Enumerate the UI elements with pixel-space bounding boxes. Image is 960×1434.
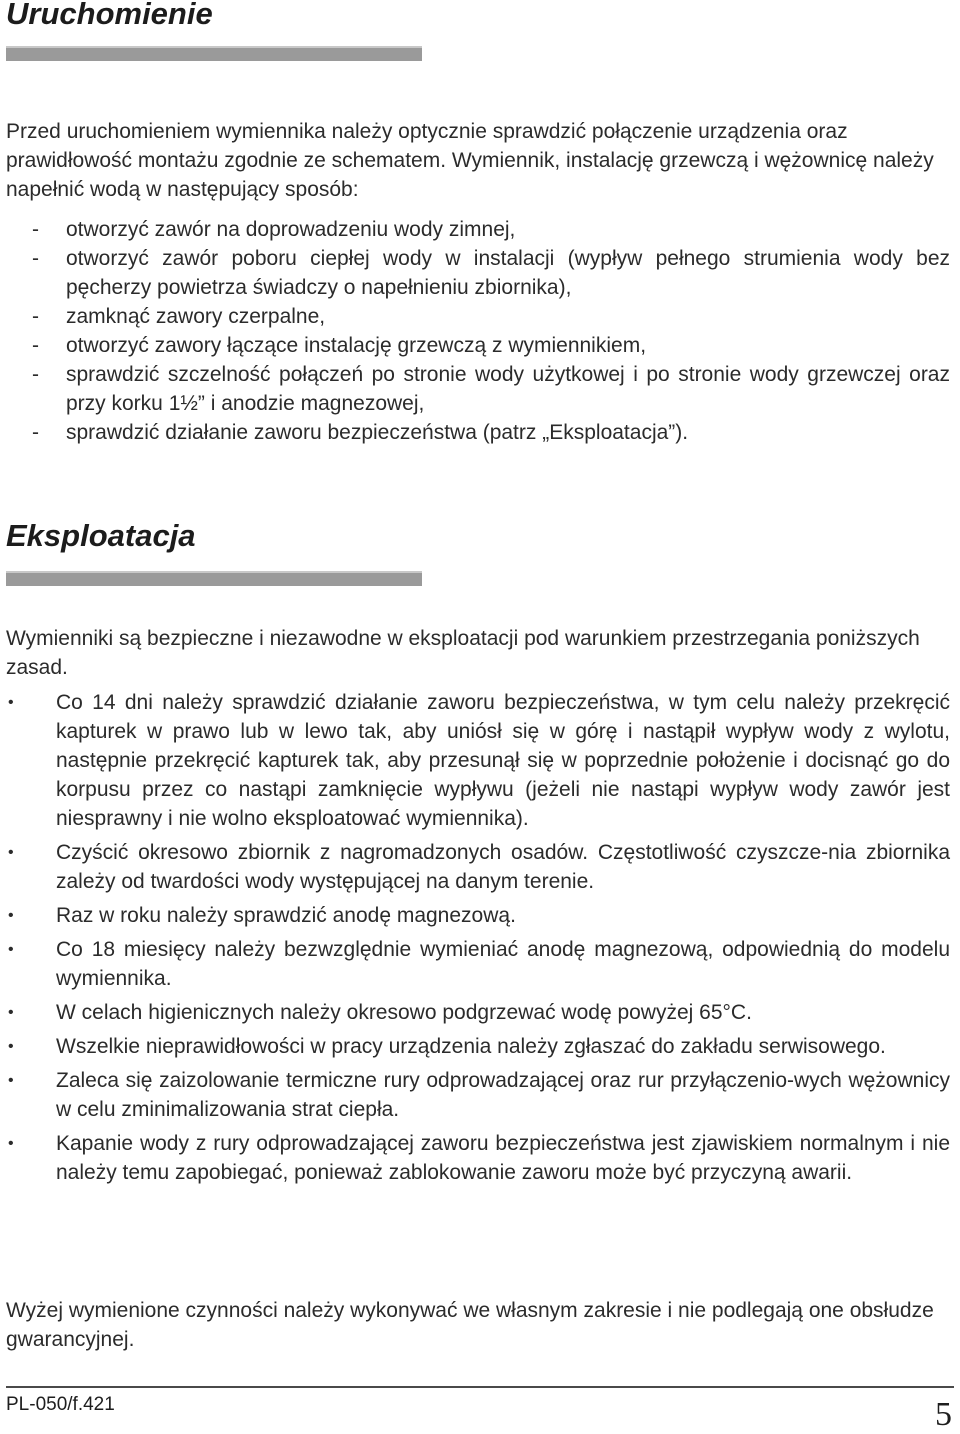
list-item	[6, 1032, 950, 1061]
list-item-text: otworzyć zawory łączące instalację grzewczą z wymiennikiem,	[66, 334, 647, 357]
list-item-text: Co 18 miesięcy należy bezwzględnie wymieniać anodę magnezową, odpowiednią do modelu wymiennika.	[56, 938, 950, 990]
bullet-marker: •	[8, 1038, 14, 1055]
section-title-uruchomienie: Uruchomienie	[6, 0, 213, 31]
dash-marker: -	[32, 421, 39, 444]
list-item	[6, 331, 950, 360]
bullet-marker: •	[8, 907, 14, 924]
bullet-marker: •	[8, 1004, 14, 1021]
operation-rules-list	[6, 688, 950, 1192]
bullet-marker: •	[8, 694, 14, 711]
dash-marker: -	[32, 247, 39, 270]
page-number: 5	[935, 1396, 952, 1433]
section-title-eksploatacja: Eksploatacja	[6, 518, 196, 553]
bullet-marker: •	[8, 1135, 14, 1152]
list-item	[6, 838, 950, 896]
list-item	[6, 688, 950, 833]
list-item-text: Zaleca się zaizolowanie termiczne rury odprowadzającej oraz rur przyłączenio-wych wężownicy w celu zminimalizowania strat ciepła.	[56, 1069, 950, 1121]
list-item	[6, 244, 950, 302]
startup-steps-list	[6, 215, 950, 447]
list-item	[6, 302, 950, 331]
section-divider-bar	[6, 571, 422, 586]
list-item	[6, 998, 950, 1027]
list-item-text: Co 14 dni należy sprawdzić działanie zaworu bezpieczeństwa, w tym celu należy przekręcić kapturek w prawo lub w lewo tak, aby uniósł się w górę i nastąpił wypływ wody z wylotu, następnie przekręcić kapturek tak, aby przesunął się w poprzednie położenie i docisnąć go do korpusu przez co nastąpi zamknięcie wypływu (jeżeli nie nastąpi wypływ wody zawór jest niesprawny i nie wolno eksploatować wymiennika).	[56, 691, 950, 830]
document-code: PL-050/f.421	[6, 1394, 115, 1415]
list-item-text: W celach higienicznych należy okresowo podgrzewać wodę powyżej 65°C.	[56, 1001, 752, 1024]
dash-marker: -	[32, 363, 39, 386]
list-item-text: otworzyć zawór na doprowadzeniu wody zimnej,	[66, 218, 516, 241]
list-item	[6, 215, 950, 244]
list-item-text: zamknąć zawory czerpalne,	[66, 305, 326, 328]
list-item	[6, 360, 950, 418]
bullet-marker: •	[8, 844, 14, 861]
list-item	[6, 1129, 950, 1187]
closing-note: Wyżej wymienione czynności należy wykonywać we własnym zakresie i nie podlegają one obsłudze gwarancyjnej.	[6, 1299, 934, 1351]
section1-intro: Przed uruchomieniem wymiennika należy optycznie sprawdzić połączenie urządzenia oraz prawidłowość montażu zgodnie ze schematem. Wymiennik, instalację grzewczą i wężownicę należy napełnić wodą w następujący sposób:	[6, 120, 934, 201]
list-item-text: Raz w roku należy sprawdzić anodę magnezową.	[56, 904, 516, 927]
section2-intro: Wymienniki są bezpieczne i niezawodne w eksploatacji pod warunkiem przestrzegania poniższych zasad.	[6, 627, 920, 679]
list-item-text: Wszelkie nieprawidłowości w pracy urządzenia należy zgłaszać do zakładu serwisowego.	[56, 1035, 886, 1058]
dash-marker: -	[32, 218, 39, 241]
dash-marker: -	[32, 305, 39, 328]
bullet-marker: •	[8, 941, 14, 958]
bullet-marker: •	[8, 1072, 14, 1089]
list-item	[6, 901, 950, 930]
list-item	[6, 1066, 950, 1124]
footer-divider	[6, 1386, 954, 1388]
section-divider-bar	[6, 46, 422, 61]
list-item-text: Czyścić okresowo zbiornik z nagromadzonych osadów. Częstotliwość czyszcze-nia zbiornika zależy od twardości wody występującej na danym terenie.	[56, 841, 950, 893]
list-item-text: sprawdzić szczelność połączeń po stronie wody użytkowej i po stronie wody grzewczej oraz przy korku 1½” i anodzie magnezowej,	[66, 363, 950, 415]
dash-marker: -	[32, 334, 39, 357]
list-item-text: sprawdzić działanie zaworu bezpieczeństwa (patrz „Eksploatacja”).	[66, 421, 689, 444]
list-item	[6, 935, 950, 993]
list-item	[6, 418, 950, 447]
list-item-text: Kapanie wody z rury odprowadzającej zaworu bezpieczeństwa jest zjawiskiem normalnym i nie należy temu zapobiegać, ponieważ zablokowanie zaworu może być przyczyną awarii.	[56, 1132, 950, 1184]
list-item-text: otworzyć zawór poboru ciepłej wody w instalacji (wypływ pełnego strumienia wody bez pęcherzy powietrza świadczy o napełnieniu zbiornika),	[66, 247, 950, 299]
